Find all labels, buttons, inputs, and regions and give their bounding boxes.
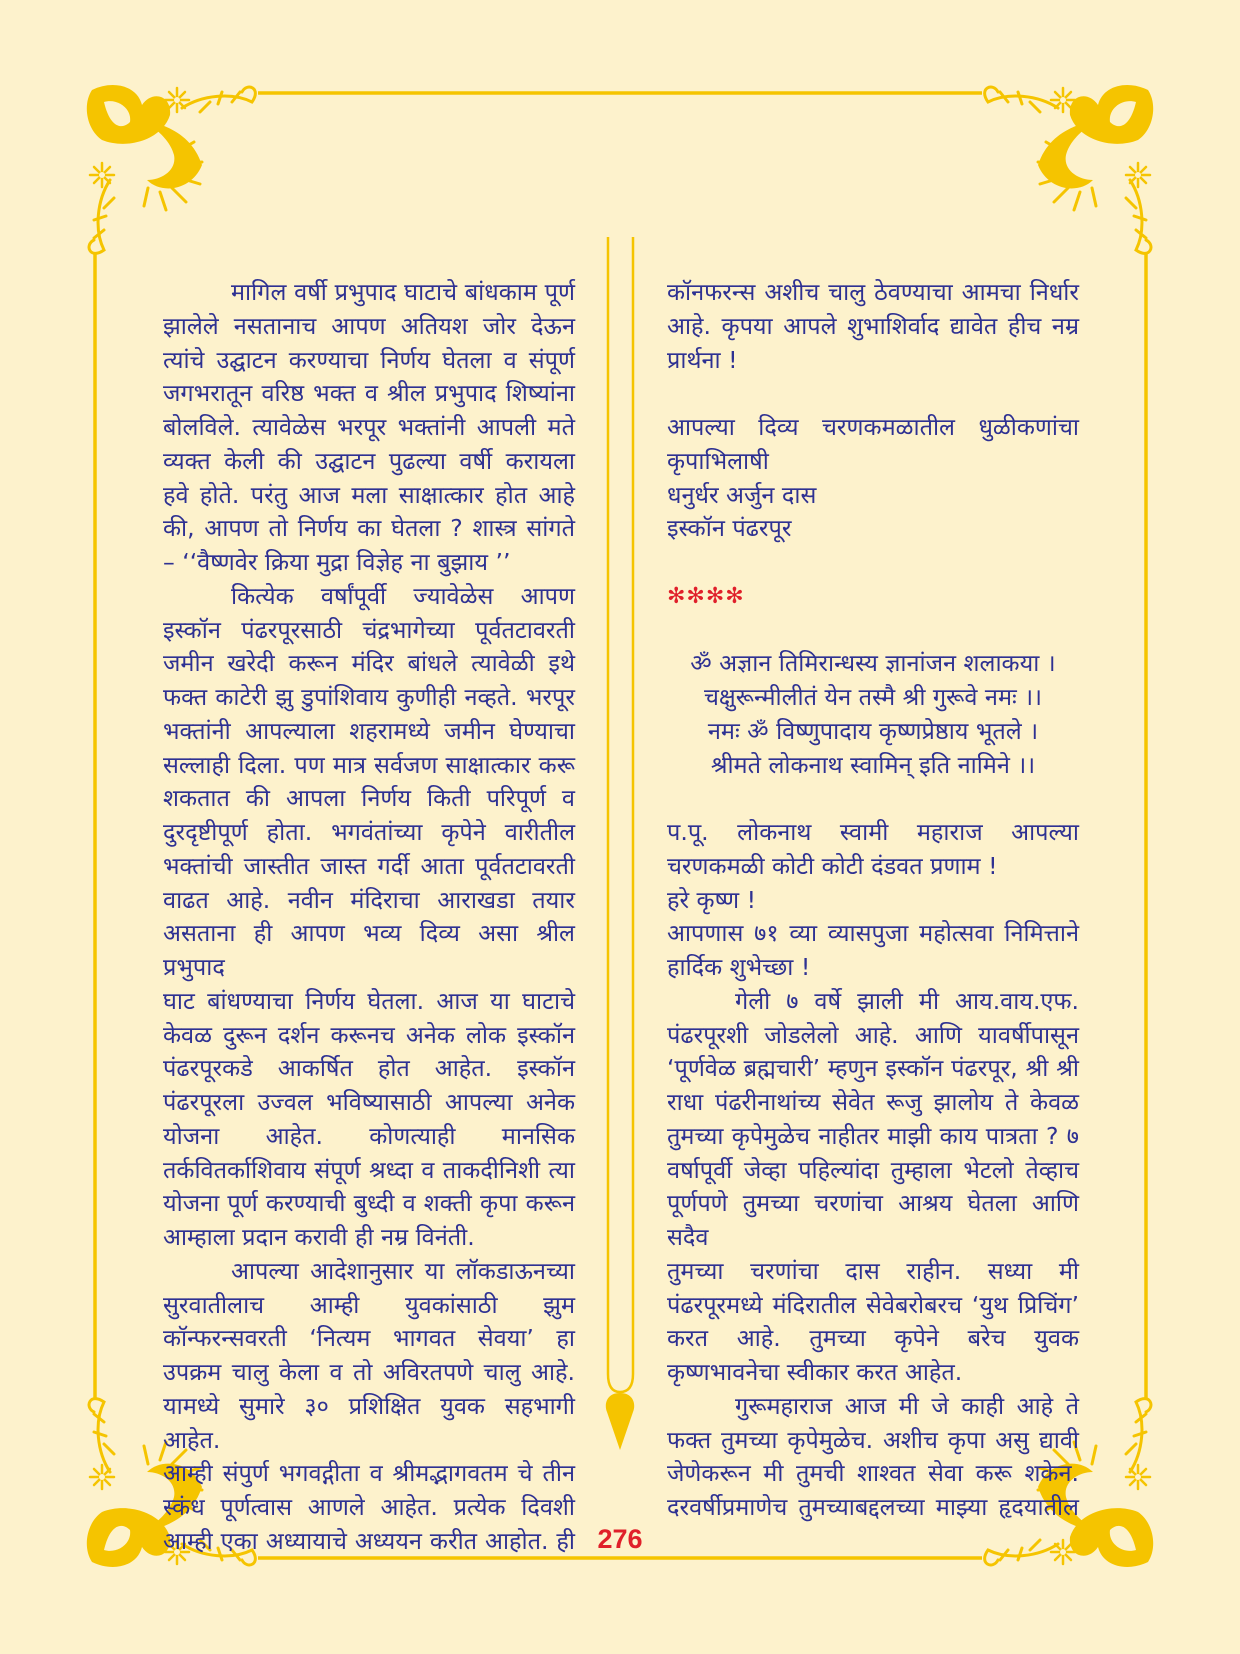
text-line: पंढरपूरशी जोडलेलो आहे. आणि यावर्षीपासून xyxy=(667,1020,1079,1049)
text-line: तर्कवितर्काशिवाय संपूर्ण श्रध्दा व ताकदीनिशी त्या xyxy=(163,1155,575,1184)
text-line: उपक्रम चालु केला व तो अविरतपणे चालु आहे. xyxy=(163,1358,575,1386)
text-line: हरे कृष्ण ! xyxy=(667,885,757,914)
greeting-paragraph xyxy=(667,917,1079,985)
text-line: की, आपण तो निर्णय का घेतला ? शास्त्र सांगते xyxy=(163,514,575,543)
text-line: घाट बांधण्याचा निर्णय घेतला. आज या घाटाचे xyxy=(163,986,575,1015)
text-line: त्यांचे उद्घाटन करण्याचा निर्णय घेतला व संपूर्ण xyxy=(163,345,575,374)
body-paragraph xyxy=(163,1255,575,1559)
right-text-column xyxy=(667,276,1079,1525)
text-line: केवळ दुरून दर्शन करूनच अनेक लोक इस्कॉन xyxy=(163,1020,575,1049)
text-line: गेली ७ वर्षे झाली मी आय.वाय.एफ. xyxy=(735,986,1079,1015)
text-line: कॉन्फरन्सवरती ‘नित्यम भागवत सेवया’ हा xyxy=(163,1324,575,1353)
asterisk-ornament xyxy=(667,580,1079,614)
text-line: फक्त तुमच्या कृपेमुळेच. अशीच कृपा असु द्यावी xyxy=(667,1425,1079,1454)
text-line: वर्षापूर्वी जेव्हा पहिल्यांदा तुम्हाला भेटलो तेव्हाच xyxy=(667,1155,1079,1184)
body-paragraph xyxy=(667,985,1079,1390)
text-line: – ‘‘वैष्णवेर क्रिया मुद्रा विज्ञेह ना बुझाय ’’ xyxy=(163,548,511,576)
text-line: प्रार्थना ! xyxy=(667,345,738,374)
text-line: वाढत आहे. नवीन मंदिराचा आराखडा तयार xyxy=(163,885,575,914)
text-line: पंढरपूरमध्ये मंदिरातील सेवेबरोबरच ‘युथ प्रिचिंग’ xyxy=(667,1290,1079,1319)
text-line: पंढरपूरला उज्वल भविष्यासाठी आपल्या अनेक xyxy=(163,1088,575,1116)
text-line: कॉनफरन्स अशीच चालु ठेवण्याचा आमचा निर्धार xyxy=(667,278,1079,306)
text-line: चक्षुरून्मीलीतं येन तस्मै श्री गुरूवे नमः ।। xyxy=(703,683,1043,711)
column-divider xyxy=(606,237,634,1450)
text-line: असताना ही आपण भव्य दिव्य असा श्रील प्रभुपाद xyxy=(163,919,575,981)
sanskrit-verse xyxy=(667,647,1079,782)
text-line: हवे होते. परंतु आज मला साक्षात्कार होत आहे xyxy=(163,480,575,509)
text-line: आपणास ७१ व्या व्यासपुजा महोत्सवा निमित्ताने xyxy=(667,919,1079,948)
text-line: आम्हाला प्रदान करावी ही नम्र विनंती. xyxy=(163,1223,475,1251)
text-line: दरवर्षीप्रमाणेच तुमच्याबद्दलच्या माझ्या हृदयातील xyxy=(667,1493,1079,1521)
text-line: बोलविले. त्यावेळेस भरपूर भक्तांनी आपली मते xyxy=(163,413,575,441)
text-line: सल्लाही दिला. पण मात्र सर्वजण साक्षात्कार करू xyxy=(163,750,575,779)
text-line: गुरूमहाराज आज मी जे काही आहे ते xyxy=(735,1391,1079,1420)
text-line: आम्ही संपुर्ण भगवद्गीता व श्रीमद्भागवतम चे तीन xyxy=(163,1459,575,1488)
text-line: मागिल वर्षी प्रभुपाद घाटाचे बांधकाम पूर्ण xyxy=(231,278,575,306)
text-line: करत आहे. तुमच्या कृपेने बरेच युवक xyxy=(667,1324,1079,1353)
text-line: जेणेकरून मी तुमची शाश्वत सेवा करू शकेन. xyxy=(667,1459,1079,1488)
text-line: चरणकमळी कोटी कोटी दंडवत प्रणाम ! xyxy=(667,851,998,880)
text-line: भक्तांनी आपल्याला शहरामध्ये जमीन घेण्याचा xyxy=(163,716,575,745)
left-text-column xyxy=(163,276,575,1559)
text-line: धनुर्धर अर्जुन दास xyxy=(667,480,817,509)
signature-paragraph xyxy=(667,512,1079,546)
page-number: 276 xyxy=(597,1524,643,1554)
text-line: श्रीमते लोकनाथ स्वामिन् इति नामिने ।। xyxy=(710,750,1036,779)
text-line: स्कंध पूर्णत्वास आणले आहेत. प्रत्येक दिवशी xyxy=(163,1493,575,1521)
text-line: हार्दिक शुभेच्छा ! xyxy=(667,953,811,981)
text-line: आहे. कृपया आपले शुभाशिर्वाद द्यावेत हीच नम्र xyxy=(667,311,1079,340)
text-line: भक्तांची जास्तीत जास्त गर्दी आता पूर्वतटावरती xyxy=(163,851,575,880)
text-line: इस्कॉन पंढरपूरसाठी चंद्रभागेच्या पूर्वतटावरती xyxy=(163,615,575,644)
text-line: पंढरपूरकडे आकर्षित होत आहेत. इस्कॉन xyxy=(163,1054,575,1083)
text-line: सुरवातीलाच आम्ही युवकांसाठी झुम xyxy=(163,1290,575,1319)
text-line: कित्येक वर्षांपूर्वी ज्यावेळेस आपण xyxy=(231,581,575,610)
text-line: राधा पंढरीनाथांच्य सेवेत रूजु झालोय ते केवळ xyxy=(667,1088,1079,1116)
text-line: शकतात की आपला निर्णय किती परिपूर्ण व xyxy=(163,784,575,813)
text-line: ॐ अज्ञान तिमिरान्धस्य ज्ञानांजन शलाकया । xyxy=(690,649,1056,678)
greeting-paragraph xyxy=(667,884,1079,918)
body-paragraph xyxy=(667,1390,1079,1525)
text-line: इस्कॉन पंढरपूर xyxy=(667,514,792,543)
text-line: ✻✻✻✻ xyxy=(667,583,745,609)
greeting-paragraph xyxy=(667,816,1079,884)
text-line: आम्ही एका अध्यायाचे अध्ययन करीत आहोत. ही xyxy=(163,1526,575,1555)
text-line: जमीन खरेदी करून मंदिर बांधले त्यावेळी इथे xyxy=(163,649,575,678)
body-paragraph xyxy=(163,580,575,1255)
text-line: व्यक्त केली की उद्घाटन पुढल्या वर्षी करायला xyxy=(163,446,575,475)
text-line: आपल्या आदेशानुसार या लॉकडाऊनच्या xyxy=(231,1256,575,1285)
signature-paragraph xyxy=(667,411,1079,479)
text-line: यामध्ये सुमारे ३० प्रशिक्षित युवक सहभागी आहेत. xyxy=(163,1391,575,1454)
text-line: प.पू. लोकनाथ स्वामी महाराज आपल्या xyxy=(667,818,1079,846)
signature-paragraph xyxy=(667,479,1079,513)
pendant-drop-icon xyxy=(606,1393,634,1450)
body-paragraph xyxy=(163,276,575,580)
text-line: दुरदृष्टीपूर्ण होता. भगवंतांच्या कृपेने वारीतील xyxy=(163,818,575,846)
text-line: कृपाभिलाषी xyxy=(667,446,769,475)
text-line: तुमच्या चरणांचा दास राहीन. सध्या मी xyxy=(667,1256,1079,1285)
text-line: नमः ॐ विष्णुपादाय कृष्णप्रेष्ठाय भूतले । xyxy=(707,716,1039,745)
text-line: योजना आहेत. कोणत्याही मानसिक xyxy=(163,1121,575,1150)
text-line: झालेले नसतानाच आपण अतियश जोर देऊन xyxy=(163,311,575,340)
text-line: आपल्या दिव्य चरणकमळातील धुळीकणांचा xyxy=(667,413,1079,441)
body-paragraph xyxy=(667,276,1079,377)
text-line: फक्त काटेरी झु डुपांशिवाय कुणीही नव्हते. भरपूर xyxy=(163,683,575,711)
text-line: तुमच्या कृपेमुळेच नाहीतर माझी काय पात्रता ? ७ xyxy=(667,1121,1079,1150)
text-line: ‘पूर्णवेळ ब्रह्मचारी’ म्हणुन इस्कॉन पंढरपूर, श्री श्री xyxy=(667,1054,1079,1083)
text-line: कृष्णभावनेचा स्वीकार करत आहेत. xyxy=(667,1358,963,1386)
text-line: पूर्णपणे तुमच्या चरणांचा आश्रय घेतला आणि सदैव xyxy=(667,1189,1079,1251)
text-line: जगभरातून वरिष्ठ भक्त व श्रील प्रभुपाद शिष्यांना xyxy=(163,379,575,408)
text-line: योजना पूर्ण करण्याची बुध्दी व शक्ती कृपा करून xyxy=(163,1189,575,1218)
